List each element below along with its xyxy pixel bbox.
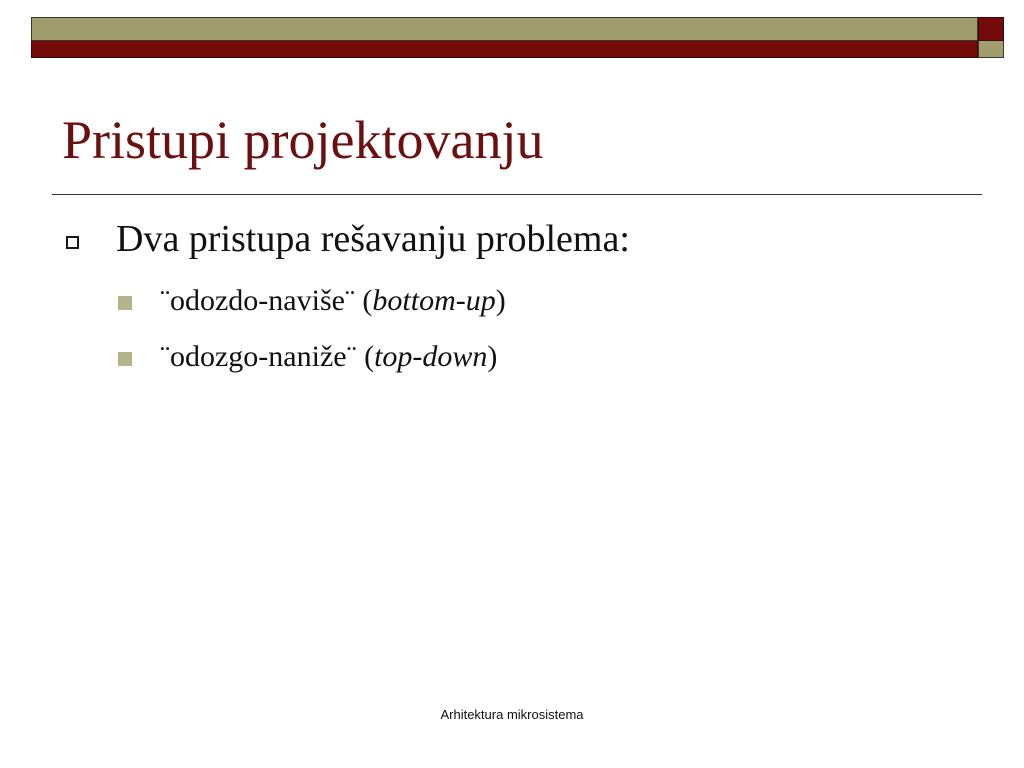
banner-olive-bar xyxy=(31,17,978,41)
sub-bullet-text xyxy=(160,340,497,373)
banner-olive-square xyxy=(978,41,1004,58)
sub-bullet-term: bottom-up xyxy=(372,284,496,317)
sub-bullet-marker xyxy=(118,344,132,374)
banner-maroon-bar xyxy=(31,41,978,58)
sub-bullet-text xyxy=(160,284,506,317)
banner-maroon-square xyxy=(978,17,1004,41)
filled-square-icon xyxy=(118,352,132,366)
bullet-marker xyxy=(66,222,79,262)
sub-bullet-term: top-down xyxy=(374,340,488,373)
slide-footer: Arhitektura mikrosistema xyxy=(440,707,584,722)
bullet-text: Dva pristupa rešavanju problema: xyxy=(116,218,630,260)
slide-title: Pristupi projektovanju xyxy=(62,110,544,170)
sub-bullet-lead: ¨odozdo-naviše¨ ( xyxy=(160,284,373,317)
sub-bullet-tail: ) xyxy=(495,284,506,317)
hollow-square-icon xyxy=(66,236,79,249)
filled-square-icon xyxy=(118,296,132,310)
sub-bullet-tail: ) xyxy=(487,340,498,373)
sub-bullet-lead: ¨odozgo-naniže¨ ( xyxy=(160,340,375,373)
title-divider xyxy=(52,194,982,195)
sub-bullet-marker xyxy=(118,288,132,318)
